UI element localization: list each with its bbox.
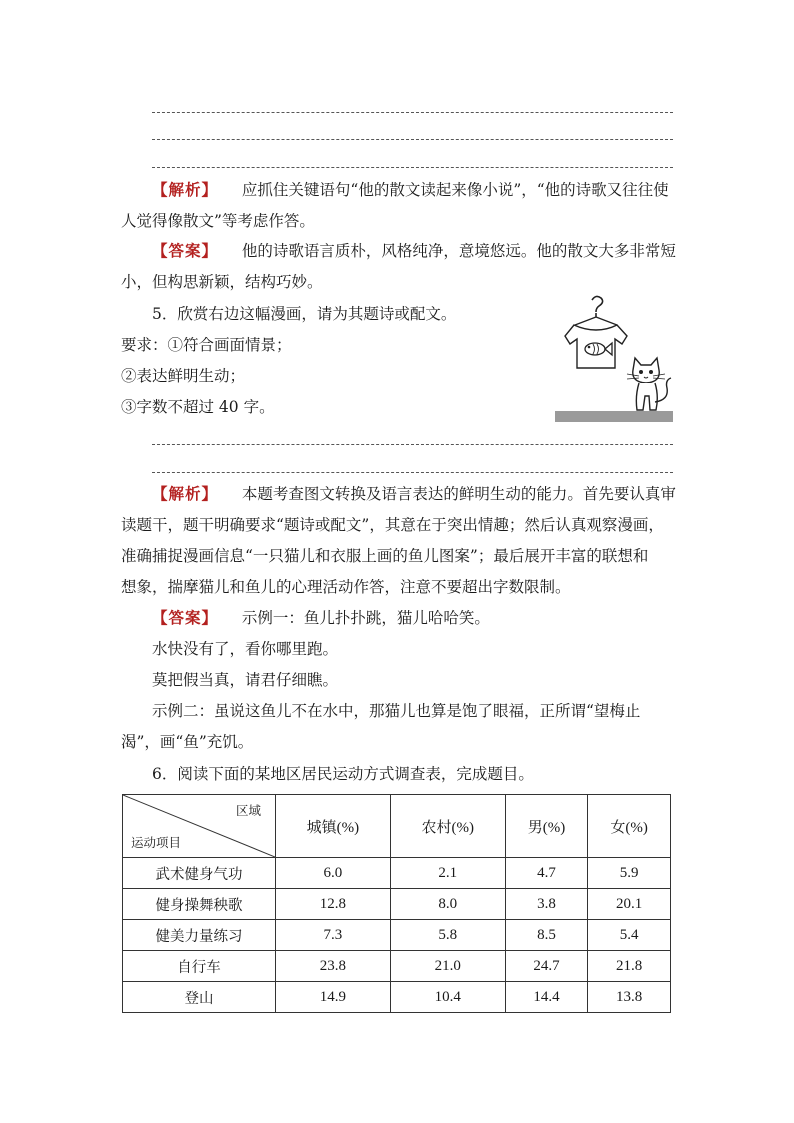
q6-title: 6．阅读下面的某地区居民运动方式调查表，完成题目。 (152, 765, 534, 783)
column-header: 城镇(%) (276, 795, 391, 858)
column-header: 女(%) (588, 795, 671, 858)
table-cell: 13.8 (588, 982, 671, 1013)
row-label: 自行车 (123, 951, 276, 982)
q5-requirement: 要求：①符合画面情景； (121, 336, 292, 354)
q5-analysis-line: 准确捕捉漫画信息“一只猫儿和衣服上画的鱼儿图案”；最后展开丰富的联想和 (121, 547, 649, 565)
q5-answer-line: 渴”，画“鱼”充饥。 (121, 733, 254, 751)
column-header: 男(%) (505, 795, 588, 858)
analysis-tag: 【解析】 (152, 180, 219, 199)
answer-text: 示例一：鱼儿扑扑跳，猫儿哈哈笑。 (241, 609, 490, 627)
q5-answer-line: 水快没有了，看你哪里跑。 (152, 640, 339, 658)
q5-answer-line: 示例二：虽说这鱼儿不在水中，那猫儿也算是饱了眼福，正所谓“望梅止 (152, 702, 641, 720)
table-cell: 14.9 (276, 982, 391, 1013)
q4-answer-line (152, 240, 676, 262)
q5-answer-line (152, 607, 490, 629)
q5-answer-line: 莫把假当真，请君仔细瞧。 (152, 671, 339, 689)
q5-title: 5．欣赏右边这幅漫画，请为其题诗或配文。 (152, 305, 457, 323)
analysis-tag: 【解析】 (152, 484, 219, 503)
answer-tag: 【答案】 (152, 608, 219, 627)
q4-answer-line (121, 271, 323, 293)
corner-region-label: 区域 (235, 803, 261, 818)
table-corner-cell (123, 795, 276, 858)
corner-item-label: 运动项目 (131, 835, 182, 850)
table-cell: 10.4 (390, 982, 505, 1013)
q5-analysis-line: 读题干，题干明确要求“题诗或配文”，其意在于突出情趣；然后认真观察漫画， (121, 516, 664, 534)
row-label: 健身操舞秧歌 (123, 889, 276, 920)
row-label: 登山 (123, 982, 276, 1013)
table-cell: 5.4 (588, 920, 671, 951)
table-cell: 8.0 (390, 889, 505, 920)
table-cell: 21.0 (390, 951, 505, 982)
answer-text: 小，但构思新颖，结构巧妙。 (121, 273, 323, 291)
column-header: 农村(%) (390, 795, 505, 858)
answer-blank-line (152, 444, 673, 445)
table-cell: 14.4 (505, 982, 588, 1013)
answer-tag: 【答案】 (152, 241, 219, 260)
table-cell: 3.8 (505, 889, 588, 920)
table-cell: 23.8 (276, 951, 391, 982)
row-label: 武术健身气功 (123, 858, 276, 889)
q5-requirement: ③字数不超过 40 字。 (121, 398, 275, 416)
table-row (123, 889, 671, 920)
table-cell: 4.7 (505, 858, 588, 889)
table-row (123, 982, 671, 1013)
table-cell: 8.5 (505, 920, 588, 951)
table-cell: 21.8 (588, 951, 671, 982)
q4-analysis-line (152, 179, 669, 201)
answer-blank-line (152, 112, 673, 113)
table-row (123, 858, 671, 889)
answer-blank-line (152, 139, 673, 140)
survey-table (122, 794, 671, 1013)
cartoon-illustration (555, 292, 673, 424)
table-cell: 7.3 (276, 920, 391, 951)
analysis-text: 本题考查图文转换及语言表达的鲜明生动的能力。首先要认真审 (241, 485, 676, 503)
analysis-text: 应抓住关键语句“他的散文读起来像小说”，“他的诗歌又往往使 (241, 181, 669, 199)
row-label: 健美力量练习 (123, 920, 276, 951)
table-cell: 12.8 (276, 889, 391, 920)
q5-requirement: ②表达鲜明生动； (121, 367, 246, 385)
table-cell: 5.8 (390, 920, 505, 951)
analysis-text: 人觉得像散文”等考虑作答。 (121, 212, 315, 230)
table-cell: 2.1 (390, 858, 505, 889)
answer-blank-line (152, 472, 673, 473)
q5-analysis-line: 想象，揣摩猫儿和鱼儿的心理活动作答，注意不要超出字数限制。 (121, 578, 571, 596)
answer-text: 他的诗歌语言质朴，风格纯净，意境悠远。他的散文大多非常短 (241, 242, 676, 260)
table-cell: 24.7 (505, 951, 588, 982)
table-header-row (123, 795, 671, 858)
table-cell: 6.0 (276, 858, 391, 889)
table-cell: 20.1 (588, 889, 671, 920)
table-cell: 5.9 (588, 858, 671, 889)
q5-analysis-line (152, 483, 676, 505)
table-row (123, 951, 671, 982)
table-row (123, 920, 671, 951)
q4-analysis-line (121, 210, 315, 232)
answer-blank-line (152, 167, 673, 168)
